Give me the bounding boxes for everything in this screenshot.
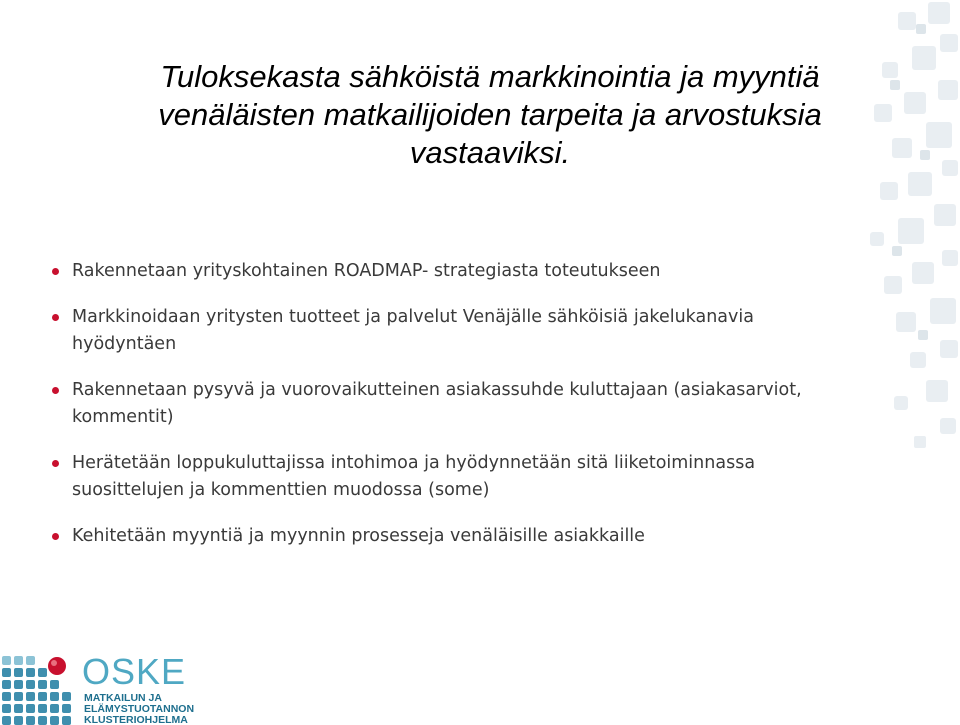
bullet-item bbox=[50, 258, 910, 285]
bullet-text: hyödyntäen bbox=[72, 334, 177, 354]
bullet-item bbox=[50, 377, 910, 431]
logo-wordmark: OSKE bbox=[82, 651, 187, 692]
title-line: vastaaviksi. bbox=[409, 135, 571, 170]
slide-title bbox=[60, 58, 920, 172]
bullet-text: suosittelujen ja kommenttien muodossa (some) bbox=[72, 480, 490, 500]
bullet-list bbox=[50, 258, 910, 569]
bullet-text: Markkinoidaan yritysten tuotteet ja palvelut Venäjälle sähköisiä jakelukanavia bbox=[72, 307, 754, 327]
logo-subtitle-line: MATKAILUN JA bbox=[84, 692, 162, 704]
oske-logo-dot-grid-icon bbox=[0, 650, 80, 725]
bullet-dot-icon bbox=[52, 387, 59, 394]
bullet-item bbox=[50, 304, 910, 358]
bullet-dot-icon bbox=[52, 533, 59, 540]
bullet-item bbox=[50, 523, 910, 550]
bullet-dot-icon bbox=[52, 314, 59, 321]
bullet-text: Herätetään loppukuluttajissa intohimoa ja hyödynnetään sitä liiketoiminnassa bbox=[72, 453, 756, 473]
bullet-text: Rakennetaan yrityskohtainen ROADMAP- strategiasta toteutukseen bbox=[72, 261, 661, 281]
title-line: Tuloksekasta sähköistä markkinointia ja myyntiä bbox=[160, 59, 820, 94]
logo-subtitle-line: ELÄMYSTUOTANNON bbox=[84, 703, 195, 715]
bullet-item bbox=[50, 450, 910, 504]
logo-subtitle-line: KLUSTERIOHJELMA bbox=[84, 714, 188, 725]
bullet-text: Rakennetaan pysyvä ja vuorovaikutteinen asiakassuhde kuluttajaan (asiakasarviot, bbox=[72, 380, 802, 400]
bullet-text: Kehitetään myyntiä ja myynnin prosesseja venäläisille asiakkaille bbox=[72, 526, 645, 546]
bullet-dot-icon bbox=[52, 460, 59, 467]
bullet-text: kommentit) bbox=[72, 407, 174, 427]
bullet-dot-icon bbox=[52, 268, 59, 275]
oske-logo bbox=[0, 650, 240, 725]
title-line: venäläisten matkailijoiden tarpeita ja arvostuksia bbox=[158, 97, 822, 132]
